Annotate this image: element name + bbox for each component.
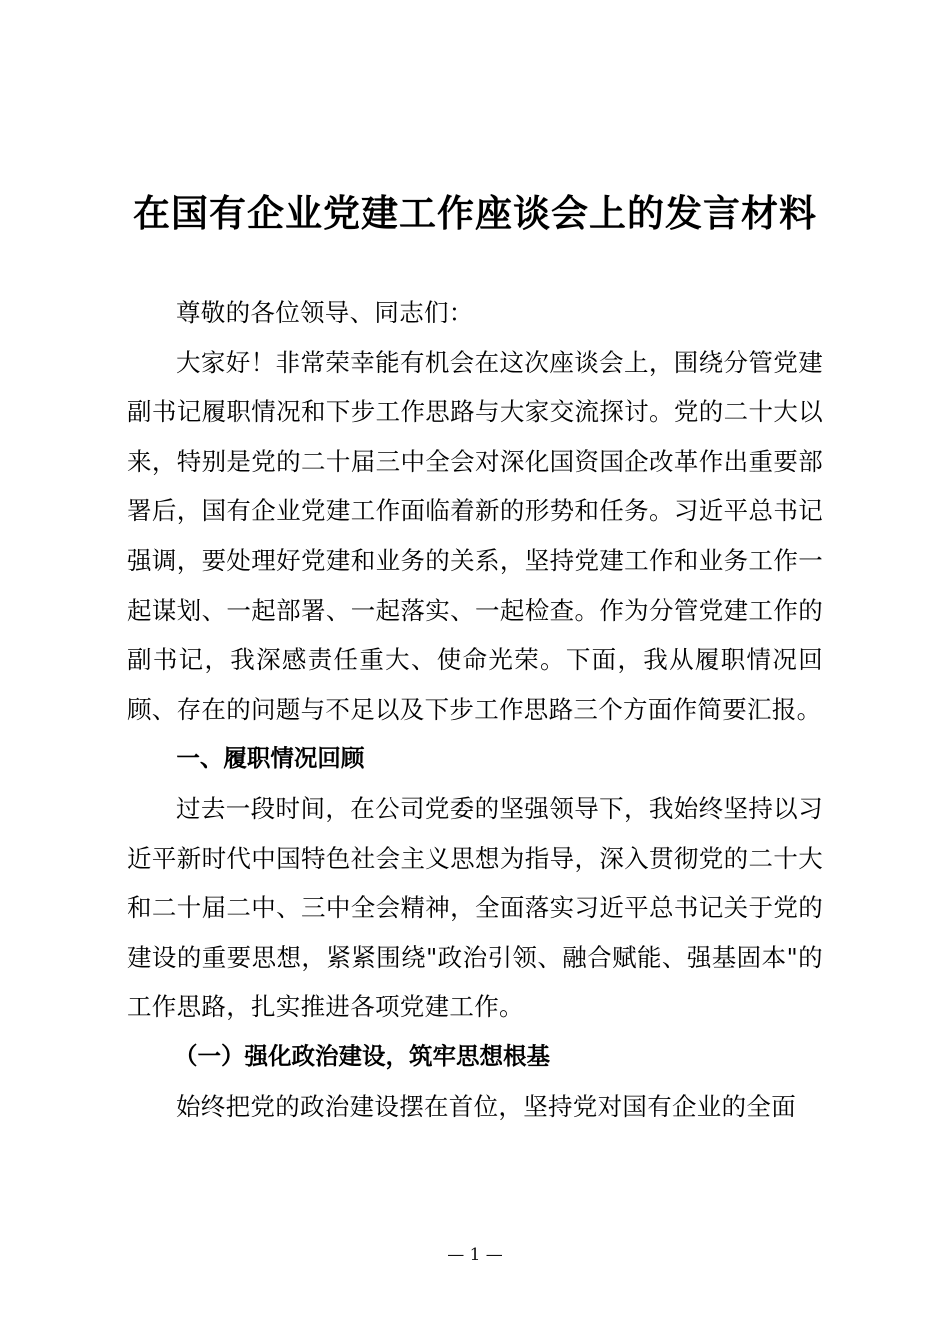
intro-paragraph: 大家好！非常荣幸能有机会在这次座谈会上，围绕分管党建副书记履职情况和下步工作思路与大家交流探讨。党的二十大以来，特别是党的二十届三中全会对深化国资国企改革作出重要部署后，国有企业党建工作面临着新的形势和任务。习近平总书记强调，要处理好党建和业务的关系，坚持党建工作和业务工作一起谋划、一起部署、一起落实、一起检查。作为分管党建工作的副书记，我深感责任重大、使命光荣。下面，我从履职情况回顾、存在的问题与不足以及下步工作思路三个方面作简要汇报。 xyxy=(127,347,823,724)
document-body xyxy=(127,288,823,1131)
document-title: 在国有企业党建工作座谈会上的发言材料 xyxy=(133,192,817,235)
subsection-heading-1: （一）强化政治建设，筑牢思想根基 xyxy=(174,1041,550,1070)
subsection-1-paragraph: 始终把党的政治建设摆在首位，坚持党对国有企业的全面 xyxy=(176,1091,796,1121)
section-heading-1: 一、履职情况回顾 xyxy=(176,744,365,773)
salutation: 尊敬的各位领导、同志们： xyxy=(176,298,474,327)
section-1-paragraph: 过去一段时间，在公司党委的坚强领导下，我始终坚持以习近平新时代中国特色社会主义思想为指导，深入贯彻党的二十大和二十届二中、三中全会精神，全面落实习近平总书记关于党的建设的重要思想，紧紧围绕"政治引领、融合赋能、强基固本"的工作思路，扎实推进各项党建工作。 xyxy=(127,793,823,1022)
page-number: — 1 — xyxy=(447,1245,503,1265)
